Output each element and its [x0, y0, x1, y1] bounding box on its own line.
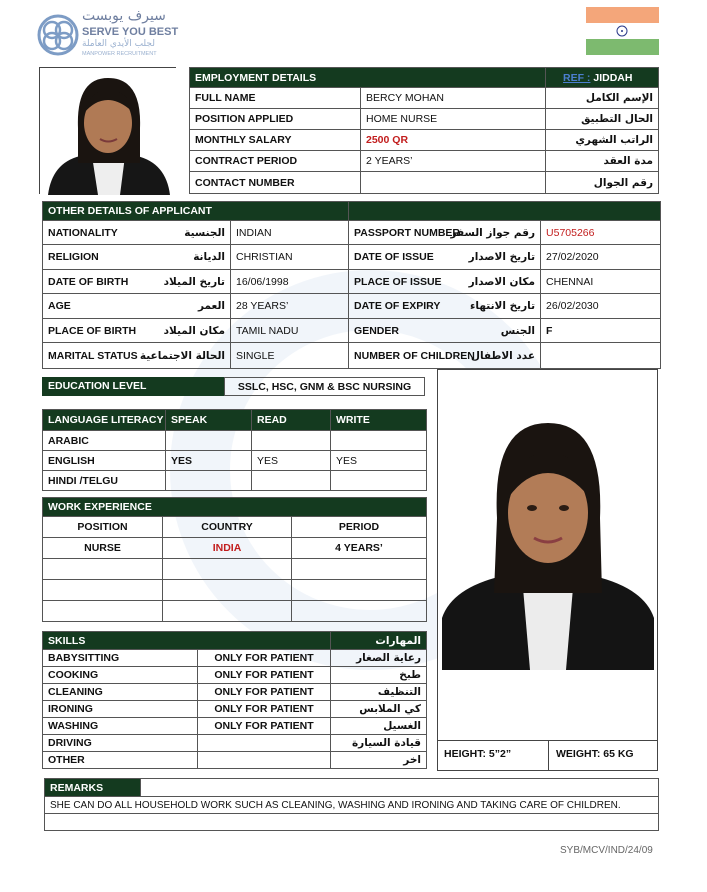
arabic-position-applied: الحال التطبيق: [546, 109, 659, 130]
value-nationality: INDIAN: [231, 221, 349, 245]
country-column-header: COUNTRY: [163, 517, 292, 538]
language-literacy-table: [42, 409, 427, 491]
read-header: READ: [252, 410, 331, 431]
value-contact-number: [361, 172, 546, 194]
hindi-speak: [166, 471, 252, 491]
skill-ironing-value: ONLY FOR PATIENT: [198, 701, 331, 718]
empty-cell: [43, 559, 163, 580]
period-column-header: PERIOD: [292, 517, 427, 538]
ref-label: REF :: [563, 71, 591, 84]
ref-cell: [546, 68, 659, 88]
value-position-applied: HOME NURSE: [361, 109, 546, 130]
language-english: ENGLISH: [43, 451, 166, 471]
other-details-header: OTHER DETAILS OF APPLICANT: [43, 202, 349, 221]
arabic-contact-number: رقم الجوال: [546, 172, 659, 194]
arabic-marital-status: الحالة الاجتماعية: [163, 343, 231, 369]
value-full-name: BERCY MOHAN: [361, 88, 546, 109]
arabic-place-of-birth: مكان الميلاد: [163, 319, 231, 343]
skill-cleaning-value: ONLY FOR PATIENT: [198, 684, 331, 701]
skills-table: [42, 631, 427, 769]
label-passport-number: PASSPORT NUMBER: [349, 221, 467, 245]
skill-ironing-arabic: كي الملابس: [331, 701, 427, 718]
value-date-of-issue: 27/02/2020: [541, 245, 661, 270]
logo-subtitle: MANPOWER RECRUITMENT: [82, 51, 157, 57]
document-reference-code: SYB/MCV/IND/24/09: [560, 845, 653, 856]
height-value: HEIGHT: 5”2”: [444, 748, 512, 760]
work-experience-header: WORK EXPERIENCE: [43, 498, 427, 517]
ref-value: JIDDAH: [593, 71, 633, 84]
value-place-of-birth: TAMIL NADU: [231, 319, 349, 343]
other-details-header-right: [349, 202, 661, 221]
speak-header: SPEAK: [166, 410, 252, 431]
position-column-header: POSITION: [43, 517, 163, 538]
india-flag: [586, 7, 659, 55]
label-place-of-birth: PLACE OF BIRTH: [43, 319, 163, 343]
skill-washing-value: ONLY FOR PATIENT: [198, 718, 331, 735]
employment-header: EMPLOYMENT DETAILS: [190, 68, 546, 88]
other-details-table: [42, 201, 661, 369]
skills-header: SKILLS: [43, 632, 331, 650]
logo-english-text: SERVE YOU BEST: [82, 26, 179, 38]
label-marital-status: MARITAL STATUS: [43, 343, 163, 369]
full-photo-box: [437, 369, 658, 771]
remarks-header: REMARKS: [45, 779, 141, 797]
value-marital-status: SINGLE: [231, 343, 349, 369]
empty-cell: [292, 559, 427, 580]
arabic-religion: الديانة: [163, 245, 231, 270]
label-date-of-expiry: DATE OF EXPIRY: [349, 294, 467, 319]
skill-driving-arabic: قيادة السيارة: [331, 735, 427, 752]
arabic-date-of-issue: تاريخ الاصدار: [467, 245, 541, 270]
skill-cooking: COOKING: [43, 667, 198, 684]
logo-emblem-icon: [36, 12, 80, 58]
arabic-write: [331, 431, 427, 451]
value-age: 28 YEARS’: [231, 294, 349, 319]
skill-babysitting-value: ONLY FOR PATIENT: [198, 650, 331, 667]
remarks-text: SHE CAN DO ALL HOUSEHOLD WORK SUCH AS CLEANING, WASHING AND IRONING AND TAKING CARE OF CHILDREN.: [45, 797, 659, 814]
language-hindi-telgu: HINDI /TELGU: [43, 471, 166, 491]
label-nationality: NATIONALITY: [43, 221, 163, 245]
value-monthly-salary: 2500 QR: [361, 130, 546, 151]
value-place-of-issue: CHENNAI: [541, 270, 661, 294]
arabic-monthly-salary: الراتب الشهري: [546, 130, 659, 151]
skill-babysitting-arabic: رعاية الصغار: [331, 650, 427, 667]
education-level-label: EDUCATION LEVEL: [42, 377, 224, 396]
skill-ironing: IRONING: [43, 701, 198, 718]
remarks-header-blank: [141, 779, 659, 797]
label-age: AGE: [43, 294, 163, 319]
weight-value: WEIGHT: 65 KG: [556, 748, 634, 760]
skill-cleaning: CLEANING: [43, 684, 198, 701]
empty-cell: [292, 580, 427, 601]
label-monthly-salary: MONTHLY SALARY: [190, 130, 361, 151]
skill-other-arabic: اخر: [331, 752, 427, 769]
language-header: LANGUAGE LITERACY: [43, 410, 166, 431]
arabic-gender: الجنس: [467, 319, 541, 343]
arabic-read: [252, 431, 331, 451]
arabic-age: العمر: [163, 294, 231, 319]
empty-cell: [292, 601, 427, 622]
remarks-table: [44, 778, 659, 831]
label-number-of-children: NUMBER OF CHILDREN: [349, 343, 467, 369]
arabic-contract-period: مدة العقد: [546, 151, 659, 172]
value-date-of-birth: 16/06/1998: [231, 270, 349, 294]
skill-cleaning-arabic: التنظيف: [331, 684, 427, 701]
write-header: WRITE: [331, 410, 427, 431]
arabic-place-of-issue: مكان الاصدار: [467, 270, 541, 294]
empty-cell: [163, 601, 292, 622]
skill-other-value: [198, 752, 331, 769]
skill-washing-arabic: الغسيل: [331, 718, 427, 735]
skill-other: OTHER: [43, 752, 198, 769]
applicant-photo-large: [442, 408, 654, 670]
value-contract-period: 2 YEARS’: [361, 151, 546, 172]
label-date-of-issue: DATE OF ISSUE: [349, 245, 467, 270]
skill-driving: DRIVING: [43, 735, 198, 752]
value-gender: F: [541, 319, 661, 343]
arabic-full-name: الإسم الكامل: [546, 88, 659, 109]
value-passport-number: U5705266: [541, 221, 661, 245]
remarks-empty-line: [45, 814, 659, 831]
skill-cooking-value: ONLY FOR PATIENT: [198, 667, 331, 684]
skill-babysitting: BABYSITTING: [43, 650, 198, 667]
label-date-of-birth: DATE OF BIRTH: [43, 270, 163, 294]
arabic-date-of-expiry: تاريخ الانتهاء: [467, 294, 541, 319]
hindi-read: [252, 471, 331, 491]
label-gender: GENDER: [349, 319, 467, 343]
company-logo: [36, 8, 186, 62]
language-arabic: ARABIC: [43, 431, 166, 451]
hindi-write: [331, 471, 427, 491]
employment-details-table: [189, 67, 659, 194]
english-speak: YES: [166, 451, 252, 471]
skill-cooking-arabic: طبخ: [331, 667, 427, 684]
skill-driving-value: [198, 735, 331, 752]
value-religion: CHRISTIAN: [231, 245, 349, 270]
label-position-applied: POSITION APPLIED: [190, 109, 361, 130]
work-period-value: 4 YEARS’: [292, 538, 427, 559]
value-date-of-expiry: 26/02/2030: [541, 294, 661, 319]
arabic-passport-number: رقم جواز السفر: [467, 221, 541, 245]
label-contract-period: CONTRACT PERIOD: [190, 151, 361, 172]
applicant-photo-small: [39, 67, 176, 194]
logo-arabic-subtitle: لجلب الأيدي العاملة: [82, 39, 155, 49]
empty-cell: [43, 601, 163, 622]
arabic-nationality: الجنسية: [163, 221, 231, 245]
skills-header-arabic: المهارات: [331, 632, 427, 650]
label-contact-number: CONTACT NUMBER: [190, 172, 361, 194]
empty-cell: [43, 580, 163, 601]
ashoka-chakra-icon: [616, 25, 628, 37]
arabic-date-of-birth: تاريخ الميلاد: [163, 270, 231, 294]
education-level-value: SSLC, HSC, GNM & BSC NURSING: [224, 377, 425, 396]
work-experience-table: [42, 497, 427, 622]
english-read: YES: [252, 451, 331, 471]
label-full-name: FULL NAME: [190, 88, 361, 109]
label-religion: RELIGION: [43, 245, 163, 270]
label-place-of-issue: PLACE OF ISSUE: [349, 270, 467, 294]
empty-cell: [163, 580, 292, 601]
english-write: YES: [331, 451, 427, 471]
work-country-value: INDIA: [163, 538, 292, 559]
value-number-of-children: [541, 343, 661, 369]
logo-arabic-text: سيرف يوبست: [82, 8, 166, 24]
empty-cell: [163, 559, 292, 580]
arabic-number-of-children: عدد الاطفال: [467, 343, 541, 369]
skill-washing: WASHING: [43, 718, 198, 735]
arabic-speak: [166, 431, 252, 451]
work-position-value: NURSE: [43, 538, 163, 559]
